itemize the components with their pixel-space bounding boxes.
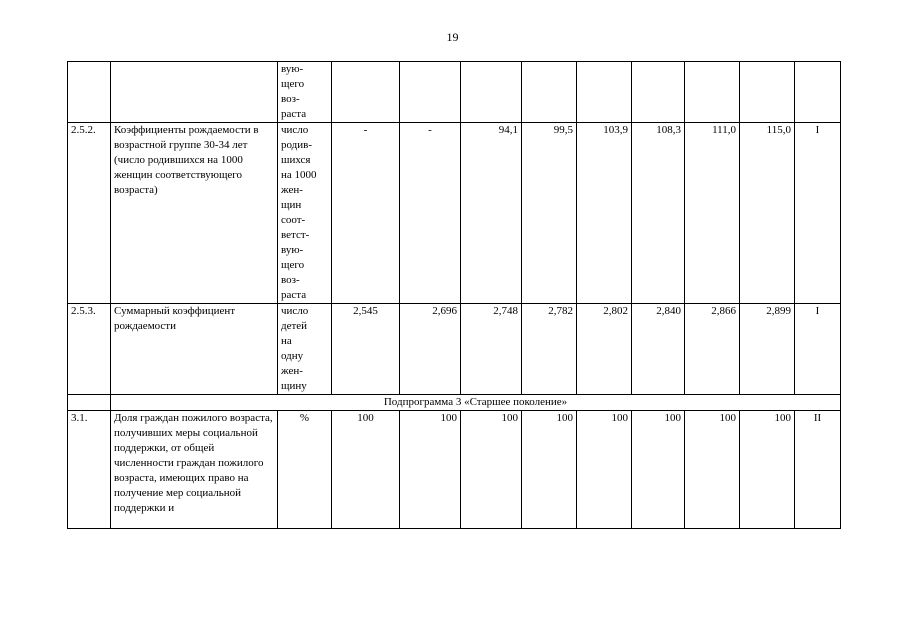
- value-cell: [400, 62, 461, 123]
- value-cell: 2,696: [400, 304, 461, 395]
- row-number: 2.5.2.: [68, 123, 111, 304]
- value-cell: -: [332, 123, 400, 304]
- unit-cell: число детей на одну жен- щину: [278, 304, 332, 395]
- value-cell: 100: [461, 411, 522, 529]
- table-row: [68, 411, 841, 529]
- value-cell: 2,899: [740, 304, 795, 395]
- value-cell: 100: [632, 411, 685, 529]
- subprogram-row: [68, 395, 841, 411]
- value-cell: 103,9: [577, 123, 632, 304]
- value-cell: 99,5: [522, 123, 577, 304]
- priority-cell: II: [795, 411, 841, 529]
- priority-cell: I: [795, 123, 841, 304]
- unit-cell: вую- щего воз- раста: [278, 62, 332, 123]
- value-cell: [740, 62, 795, 123]
- indicator-name: Суммарный коэффициент рождаемости: [111, 304, 278, 395]
- value-cell: 111,0: [685, 123, 740, 304]
- value-cell: 100: [522, 411, 577, 529]
- value-cell: 100: [685, 411, 740, 529]
- value-cell: -: [400, 123, 461, 304]
- page-number: 19: [446, 30, 459, 44]
- value-cell: [522, 62, 577, 123]
- priority-cell: [795, 62, 841, 123]
- indicators-table: [67, 61, 841, 529]
- table-row: [68, 304, 841, 395]
- unit-cell: число родив- шихся на 1000 жен- щин соот- ветст- вую- щего воз- раста: [278, 123, 332, 304]
- value-cell: 2,782: [522, 304, 577, 395]
- subprogram-title: Подпрограмма 3 «Старшее поколение»: [111, 395, 841, 411]
- unit-cell: %: [278, 411, 332, 529]
- value-cell: 2,866: [685, 304, 740, 395]
- value-cell: 115,0: [740, 123, 795, 304]
- indicator-name: Коэффициенты рождаемости в возрастной группе 30-34 лет (число родившихся на 1000 женщин соответствующего возраста): [111, 123, 278, 304]
- value-cell: 108,3: [632, 123, 685, 304]
- value-cell: 2,840: [632, 304, 685, 395]
- value-cell: 94,1: [461, 123, 522, 304]
- value-cell: 2,748: [461, 304, 522, 395]
- value-cell: [332, 62, 400, 123]
- value-cell: 100: [332, 411, 400, 529]
- row-number: 3.1.: [68, 411, 111, 529]
- table-row: [68, 62, 841, 123]
- priority-cell: I: [795, 304, 841, 395]
- value-cell: [577, 62, 632, 123]
- value-cell: 100: [400, 411, 461, 529]
- value-cell: 100: [577, 411, 632, 529]
- value-cell: 100: [740, 411, 795, 529]
- indicator-name: Доля граждан пожилого возраста, получивших меры социальной поддержки, от общей численности граждан пожилого возраста, имеющих право на получение мер социальной поддержки и: [111, 411, 278, 529]
- value-cell: [632, 62, 685, 123]
- table-row: [68, 123, 841, 304]
- row-number: [68, 62, 111, 123]
- subprogram-num-cell: [68, 395, 111, 411]
- value-cell: [461, 62, 522, 123]
- indicator-name: [111, 62, 278, 123]
- value-cell: [685, 62, 740, 123]
- value-cell: 2,545: [332, 304, 400, 395]
- row-number: 2.5.3.: [68, 304, 111, 395]
- value-cell: 2,802: [577, 304, 632, 395]
